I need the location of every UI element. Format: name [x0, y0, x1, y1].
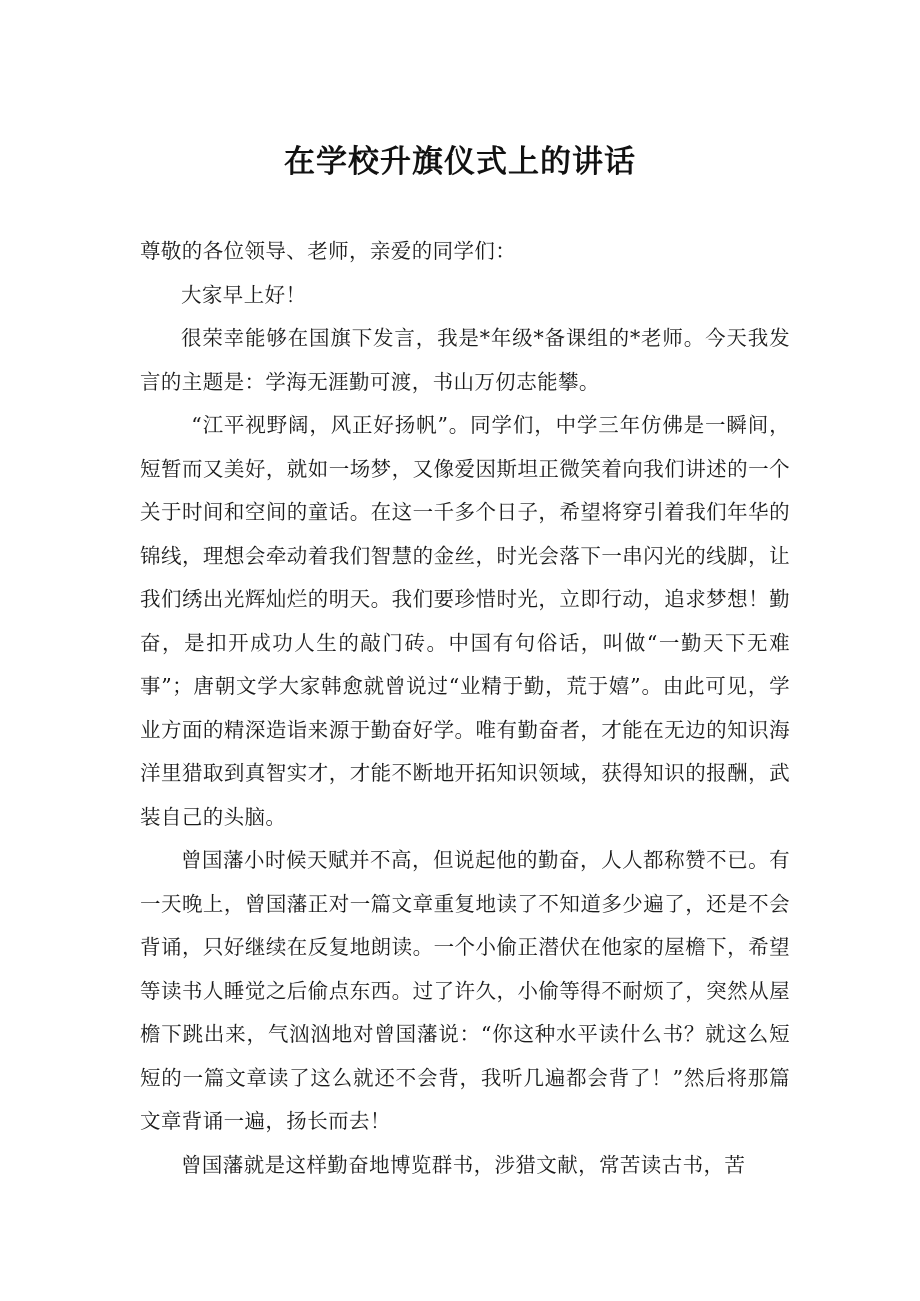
greeting: 大家早上好！ — [181, 282, 307, 307]
document-body — [140, 230, 790, 1187]
paragraph-zeng-guofan-conclusion: 曾国藩就是这样勤奋地博览群书，涉猎文献，常苦读古书，苦 — [181, 1152, 746, 1177]
paragraph-diligence: “江平视野阔，风正好扬帆”。同学们，中学三年仿佛是一瞬间，短暂而又美好，就如一场梦，又像爱因斯坦正微笑着向我们讲述的一个关于时间和空间的童话。在这一千多个日子，希望将穿引着我们年华的锦线，理想会牵动着我们智慧的金丝，时光会落下一串闪光的线脚，让我们绣出光辉灿烂的明天。我们要珍惜时光，立即行动，追求梦想！勤奋，是扣开成功人生的敲门砖。中国有句俗话，叫做“一勤天下无难事”；唐朝文学大家韩愈就曾说过“业精于勤，荒于嬉”。由此可见，学业方面的精深造诣来源于勤奋好学。唯有勤奋者，才能在无边的知识海洋里猎取到真智实才，才能不断地开拓知识领域，获得知识的报酬，武装自己的头脑。 — [140, 413, 790, 829]
paragraph-zeng-guofan-story: 曾国藩小时候天赋并不高，但说起他的勤奋，人人都称赞不已。有一天晚上，曾国藩正对一篇文章重复地读了不知道多少遍了，还是不会背诵，只好继续在反复地朗读。一个小偷正潜伏在他家的屋檐下，希望等读书人睡觉之后偷点东西。过了许久，小偷等得不耐烦了，突然从屋檐下跳出来，气汹汹地对曾国藩说：“你这种水平读什么书？就这么短短的一篇文章读了这么就还不会背，我听几遍都会背了！”然后将那篇文章背诵一遍，扬长而去！ — [140, 848, 790, 1133]
salutation: 尊敬的各位领导、老师，亲爱的同学们： — [140, 239, 517, 263]
paragraph-intro: 很荣幸能够在国旗下发言，我是*年级*备课组的*老师。今天我发言的主题是：学海无涯勤可渡，书山万仞志能攀。 — [140, 326, 790, 394]
document-title: 在学校升旗仪式上的讲话 — [284, 143, 636, 180]
